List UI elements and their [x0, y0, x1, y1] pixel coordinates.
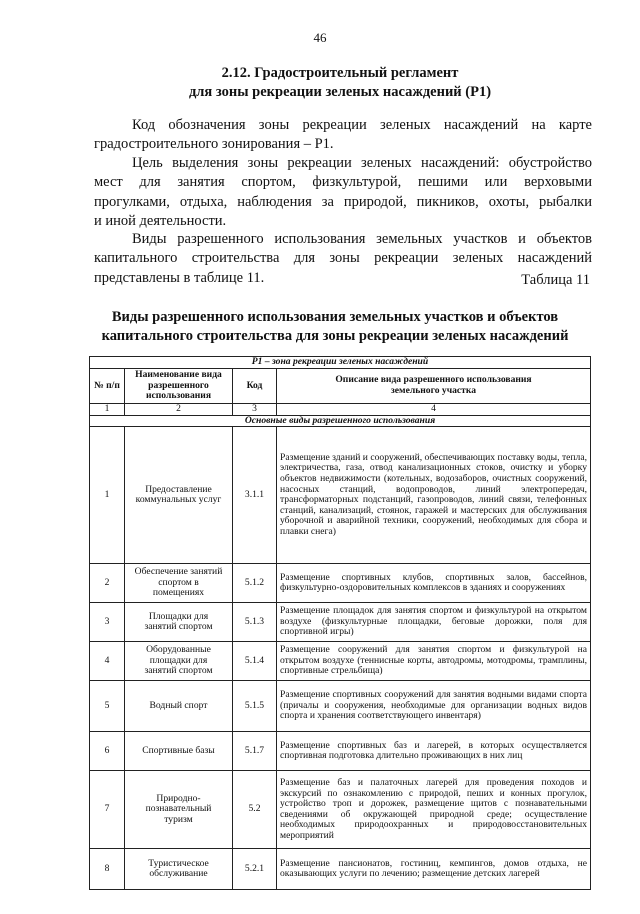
section-title-line1: 2.12. Градостроительный регламент — [221, 65, 459, 81]
section-header-row — [90, 415, 591, 427]
table-row — [90, 564, 591, 603]
row-number: 5 — [90, 681, 125, 732]
row-number: 1 — [90, 427, 125, 564]
land-use-table — [89, 356, 591, 890]
row-number: 8 — [90, 849, 125, 890]
paragraph-zone-code — [94, 116, 592, 155]
table-row — [90, 849, 591, 890]
table-row — [90, 642, 591, 681]
section-title-line2: для зоны рекреации зеленых насаждений (Р1) — [188, 84, 492, 100]
section-title — [60, 64, 620, 102]
zone-header-row — [90, 357, 591, 369]
row-use-code: 5.1.3 — [233, 603, 277, 642]
row-use-code: 5.1.7 — [233, 732, 277, 771]
col-header-num: № п/п — [90, 369, 125, 404]
page-number: 46 — [313, 30, 327, 45]
row-use-description: Размещение баз и палаточных лагерей для проведения походов и экскурсий по ознакомлению с природой, пеших и конных прогулок, устройство троп и дорожек, размещение щитов с познавательными сведениями об окружающей природной среде; осуществление необходимых природоохранных и природовосстановительных мероприятий — [277, 771, 591, 849]
table-label: Таблица 11 — [521, 272, 590, 288]
row-number: 6 — [90, 732, 125, 771]
row-use-name: Предоставление коммунальных услуг — [125, 427, 233, 564]
col-header-code: Код — [233, 369, 277, 404]
paragraph-zone-purpose — [94, 154, 592, 231]
text-line: капитального строительства для зоны рекреации зеленых насаждений — [94, 250, 592, 267]
row-use-description: Размещение спортивных сооружений для занятия водными видами спорта (причалы и сооружения, необходимые для организации водных видов спорта и хранения соответствующего инвентаря) — [277, 681, 591, 732]
table-title — [80, 308, 590, 346]
row-number: 2 — [90, 564, 125, 603]
col-header-name: Наименование вида разрешенного использования — [125, 369, 233, 404]
col-number: 1 — [90, 404, 125, 416]
row-use-code: 5.2 — [233, 771, 277, 849]
row-use-description: Размещение площадок для занятия спортом и физкультурой на открытом воздухе (физкультурные площадки, беговые дорожки, поля для спортивной игры) — [277, 603, 591, 642]
row-use-description: Размещение пансионатов, гостиниц, кемпингов, домов отдыха, не оказывающих услуги по лечению; размещение детских лагерей — [277, 849, 591, 890]
col-number: 2 — [125, 404, 233, 416]
table-row — [90, 427, 591, 564]
text-line: Код обозначения зоны рекреации зеленых насаждений на карте — [132, 117, 592, 133]
row-use-name: Природно-познавательный туризм — [125, 771, 233, 849]
row-use-description: Размещение сооружений для занятия спортом и физкультурой на открытом воздухе (теннисные корты, автодромы, мотодромы, трамплины, спортивные стрельбища) — [277, 642, 591, 681]
row-use-code: 3.1.1 — [233, 427, 277, 564]
row-use-code: 5.1.2 — [233, 564, 277, 603]
row-number: 3 — [90, 603, 125, 642]
row-use-description: Размещение спортивных баз и лагерей, в которых осуществляется спортивная подготовка длительно проживающих в них лиц — [277, 732, 591, 771]
text-line: градостроительного зонирования – Р1. — [94, 136, 334, 153]
table-row — [90, 681, 591, 732]
row-use-name: Обеспечение занятий спортом в помещениях — [125, 564, 233, 603]
col-number: 3 — [233, 404, 277, 416]
row-use-description: Размещение спортивных клубов, спортивных залов, бассейнов, физкультурно-оздоровительных комплексов в зданиях и сооружениях — [277, 564, 591, 603]
section-header: Основные виды разрешенного использования — [90, 415, 591, 427]
row-use-code: 5.1.4 — [233, 642, 277, 681]
table-title-line1: Виды разрешенного использования земельных участков и объектов — [111, 309, 559, 325]
table-title-line2: капитального строительства для зоны рекреации зеленых насаждений — [101, 328, 569, 344]
row-use-name: Оборудованные площадки для занятий спортом — [125, 642, 233, 681]
text-line: Цель выделения зоны рекреации зеленых насаждений: обустройство — [132, 155, 592, 171]
row-use-code: 5.2.1 — [233, 849, 277, 890]
row-number: 4 — [90, 642, 125, 681]
col-header-desc: Описание вида разрешенного использования земельного участка — [277, 369, 591, 404]
row-use-name: Спортивные базы — [125, 732, 233, 771]
table-row — [90, 603, 591, 642]
text-line: и иной деятельности. — [94, 212, 227, 229]
column-header-row — [90, 369, 591, 404]
col-number: 4 — [277, 404, 591, 416]
text-line: мест для занятия спортом, физкультурой, пешими или верховыми — [94, 174, 592, 191]
table-row — [90, 771, 591, 849]
row-use-name: Водный спорт — [125, 681, 233, 732]
text-line: прогулками, отдыха, наблюдения за природой, пикников, охоты, рыбалки — [94, 193, 592, 210]
row-use-name: Туристическое обслуживание — [125, 849, 233, 890]
zone-header: Р1 – зона рекреации зеленых насаждений — [90, 357, 591, 369]
column-number-row — [90, 404, 591, 416]
row-use-name: Площадки для занятий спортом — [125, 603, 233, 642]
paragraph-table-reference — [94, 230, 592, 288]
row-use-description: Размещение зданий и сооружений, обеспечивающих поставку воды, тепла, электричества, газа, отвод канализационных стоков, очистку и уборку объектов недвижимости (котельных, водозаборов, очистных сооружений, насосных станций, водопроводов, линий электропередач, трансформаторных подстанций, газопроводов, линий связи, телефонных станций, канализаций, стоянок, гаражей и мастерских для обслуживания уборочной и аварийной техники, сооружений, необходимых для сбора и плавки снега) — [277, 427, 591, 564]
table-body — [90, 427, 591, 890]
text-line: представлены в таблице 11. — [94, 269, 265, 286]
table-row — [90, 732, 591, 771]
text-line: Виды разрешенного использования земельных участков и объектов — [132, 231, 592, 247]
row-use-code: 5.1.5 — [233, 681, 277, 732]
row-number: 7 — [90, 771, 125, 849]
